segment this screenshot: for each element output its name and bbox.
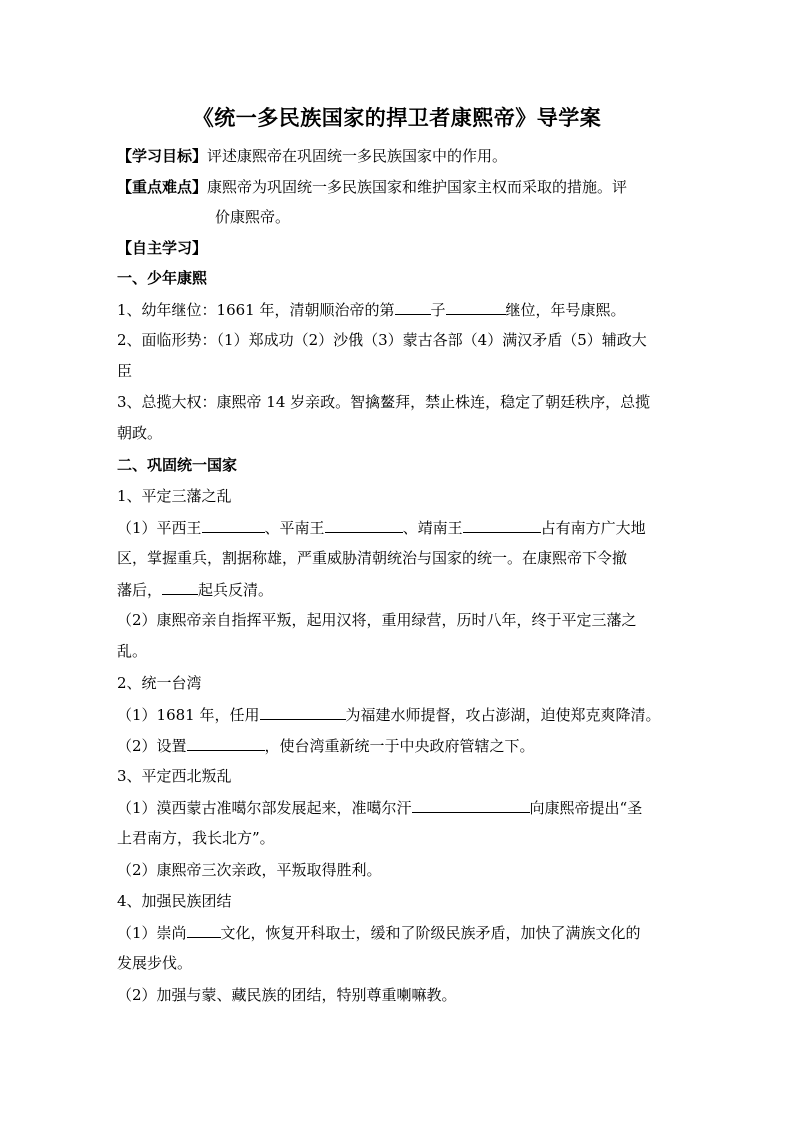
text-b: 为福建水师提督，攻占澎湖，迫使郑克爽降清。	[345, 706, 661, 724]
goal-label: 【学习目标】	[117, 147, 208, 165]
s2-t1-p1-cont: 区，掌握重兵，割据称雄，严重威胁清朝统治与国家的统一。在康熙帝下令撤	[117, 549, 628, 567]
section2-heading: 二、巩固统一国家	[117, 456, 238, 474]
s2-t4-p1-cont: 发展步伐。	[117, 954, 193, 972]
section1-heading: 一、少年康熙	[117, 269, 208, 287]
s2-t4-p2: （2）加强与蒙、藏民族的团结，特别尊重喇嘛教。	[117, 986, 457, 1004]
s2-t3-p1-cont: 上君南方，我长北方”。	[117, 829, 275, 847]
text-a: 藩后，	[117, 581, 163, 599]
blank-fill[interactable]	[260, 704, 346, 720]
blank-fill[interactable]	[187, 922, 221, 938]
s2-t1-p2-cont: 乱。	[117, 642, 148, 660]
s1-p3-cont: 朝政。	[117, 424, 163, 442]
s1-p1	[117, 299, 626, 320]
s1-p3: 3、总揽大权：康熙帝 14 岁亲政。智擒鳌拜，禁止株连，稳定了朝廷秩序，总揽	[117, 393, 651, 411]
s2-t1-p2: （2）康熙帝亲自指挥平叛，起用汉将，重用绿营，历时八年，终于平定三藩之	[117, 611, 637, 629]
text-a: （1）平西王	[117, 519, 202, 537]
blank-fill[interactable]	[202, 517, 265, 533]
self-study-heading: 【自主学习】	[117, 239, 208, 257]
text-a: （1）1681 年，任用	[117, 706, 260, 724]
text-b: 文化，恢复开科取士，缓和了阶级民族矛盾，加快了满族文化的	[220, 924, 641, 942]
s1-p2-cont: 臣	[117, 362, 133, 380]
s2-t2-p2	[117, 735, 535, 756]
s1-p1-text-a: 1、幼年继位：1661 年，清朝顺治帝的第	[117, 301, 395, 319]
blank-fill[interactable]	[187, 735, 265, 751]
s2-t1-p1	[117, 517, 646, 538]
s1-p1-text-c: 继位，年号康熙。	[505, 301, 626, 319]
s2-t2: 2、统一台湾	[117, 674, 202, 692]
text-d: 占有南方广大地	[540, 519, 646, 537]
text-b: 、平南王	[264, 519, 325, 537]
s1-p1-text-b: 子	[430, 301, 446, 319]
key-line-cont: 价康熙帝。	[215, 208, 291, 226]
s2-t1: 1、平定三藩之乱	[117, 487, 232, 505]
s2-t2-p1	[117, 704, 661, 725]
blank-fill[interactable]	[325, 517, 403, 533]
s2-t4: 4、加强民族团结	[117, 892, 232, 910]
page-title: 《统一多民族国家的捍卫者康熙帝》导学案	[192, 106, 602, 130]
s1-p2: 2、面临形势：（1）郑成功（2）沙俄（3）蒙古各部（4）满汉矛盾（5）辅政大	[117, 331, 647, 349]
blank-fill[interactable]	[395, 299, 431, 315]
text-b: 向康熙帝提出“圣	[529, 799, 643, 817]
blank-fill[interactable]	[412, 797, 530, 813]
s2-t3: 3、平定西北叛乱	[117, 767, 232, 785]
blank-fill[interactable]	[463, 517, 541, 533]
key-line	[117, 177, 627, 197]
text-a: （1）漠西蒙古准噶尔部发展起来，准噶尔汗	[117, 799, 412, 817]
text-b: ，使台湾重新统一于中央政府管辖之下。	[264, 737, 535, 755]
key-label: 【重点难点】	[117, 178, 208, 196]
text-a: （2）设置	[117, 737, 187, 755]
blank-fill[interactable]	[446, 299, 506, 315]
text-c: 、靖南王	[402, 519, 463, 537]
s2-t1-p1-cont2	[117, 579, 273, 600]
blank-fill[interactable]	[162, 579, 198, 595]
goal-text: 评述康熙帝在巩固统一多民族国家中的作用。	[207, 147, 508, 165]
key-text: 康熙帝为巩固统一多民族国家和维护国家主权而采取的措施。评	[207, 178, 628, 196]
s2-t4-p1	[117, 922, 641, 943]
text-a: （1）崇尚	[117, 924, 187, 942]
goal-line	[117, 146, 507, 166]
s2-t3-p1	[117, 797, 642, 818]
s2-t3-p2: （2）康熙帝三次亲政，平叛取得胜利。	[117, 861, 382, 879]
text-b: 起兵反清。	[198, 581, 274, 599]
